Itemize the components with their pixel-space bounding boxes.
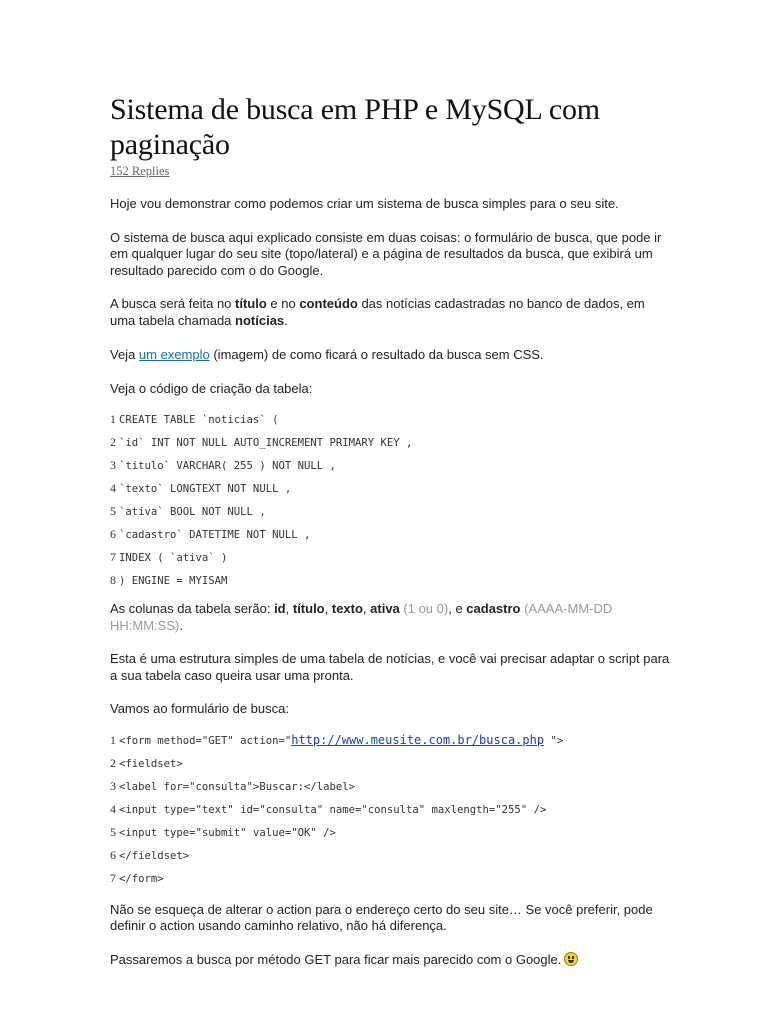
code-text: <form method="GET" action=" bbox=[119, 734, 292, 747]
code-text: `ativa` BOOL NOT NULL , bbox=[119, 506, 266, 518]
form-action-link[interactable]: http://www.meusite.com.br/busca.php bbox=[291, 732, 545, 747]
paragraph-structure: Esta é uma estrutura simples de uma tabela de notícias, e você vai precisar adaptar o script para a sua tabela caso queira usar uma pronta. bbox=[110, 651, 670, 683]
bold-text: título bbox=[235, 296, 267, 311]
bold-text: conteúdo bbox=[299, 296, 358, 311]
code-line bbox=[110, 844, 670, 867]
line-number: 4 bbox=[110, 801, 116, 816]
text: , bbox=[324, 601, 332, 616]
line-number: 6 bbox=[110, 847, 116, 862]
code-line bbox=[110, 523, 670, 546]
bold-text: ativa bbox=[370, 601, 400, 616]
line-number: 6 bbox=[110, 527, 116, 541]
code-text: <input type="text" id="consulta" name="consulta" maxlength="255" /> bbox=[119, 803, 547, 816]
text: . bbox=[284, 312, 288, 328]
code-line bbox=[110, 821, 670, 844]
muted-text: (1 ou 0) bbox=[399, 601, 449, 616]
bold-text: texto bbox=[331, 601, 363, 616]
text: , bbox=[285, 601, 293, 616]
line-number: 5 bbox=[110, 504, 116, 518]
smiley-icon bbox=[564, 952, 578, 966]
text: , e bbox=[448, 601, 467, 616]
code-line bbox=[110, 798, 670, 821]
table-code-block bbox=[110, 408, 670, 592]
paragraph-get-method bbox=[110, 952, 670, 969]
text: das notícias cadastradas no banco de dados, em uma tabela chamada bbox=[110, 296, 645, 328]
paragraph-system: O sistema de busca aqui explicado consiste em duas coisas: o formulário de busca, que pode ir em qualquer lugar do seu site (topo/lateral) e a página de resultados da busca, que exibirá um resultado parecido com o do Google. bbox=[110, 229, 662, 278]
code-text: "> bbox=[544, 734, 564, 747]
article-title: Sistema de busca em PHP e MySQL com paginação bbox=[110, 93, 600, 161]
code-line bbox=[110, 500, 670, 523]
code-text: `id` INT NOT NULL AUTO_INCREMENT PRIMARY KEY , bbox=[119, 437, 413, 449]
code-text: INDEX ( `ativa` ) bbox=[119, 552, 228, 564]
line-number: 1 bbox=[110, 412, 116, 426]
article bbox=[110, 92, 670, 968]
bold-text: cadastro bbox=[466, 601, 521, 616]
line-number: 8 bbox=[110, 573, 116, 587]
line-number: 1 bbox=[110, 732, 116, 747]
example-link[interactable]: um exemplo bbox=[138, 347, 210, 362]
paragraph-search-fields bbox=[110, 296, 670, 329]
paragraph-form-intro: Vamos ao formulário de busca: bbox=[110, 701, 289, 716]
code-line bbox=[110, 867, 670, 890]
code-line bbox=[110, 752, 670, 775]
code-line bbox=[110, 477, 670, 500]
text: A busca será feita no bbox=[110, 296, 236, 311]
code-text: </fieldset> bbox=[119, 849, 190, 862]
replies-link[interactable]: 152 Replies bbox=[110, 164, 170, 178]
muted-text: (AAAA-MM-DD HH:MM:SS) bbox=[110, 601, 613, 633]
code-line bbox=[110, 546, 670, 569]
form-code-lines bbox=[110, 752, 670, 890]
line-number: 2 bbox=[110, 755, 116, 770]
code-text: </form> bbox=[119, 872, 164, 885]
bold-text: título bbox=[292, 601, 325, 616]
code-line bbox=[110, 569, 670, 592]
code-text: `cadastro` DATETIME NOT NULL , bbox=[119, 529, 311, 541]
paragraph-example bbox=[110, 347, 670, 364]
bold-text: id bbox=[274, 601, 286, 616]
code-line bbox=[110, 454, 670, 477]
bold-text: notícias bbox=[235, 312, 285, 328]
code-text: <label for="consulta">Buscar:</label> bbox=[119, 780, 355, 793]
code-text: <fieldset> bbox=[119, 757, 183, 770]
line-number: 2 bbox=[110, 435, 116, 449]
paragraph-columns bbox=[110, 601, 670, 634]
text: e no bbox=[266, 296, 300, 311]
line-number: 7 bbox=[110, 870, 116, 885]
code-line bbox=[110, 408, 670, 431]
code-text: ) ENGINE = MYISAM bbox=[119, 575, 228, 587]
paragraph-intro: Hoje vou demonstrar como podemos criar um sistema de busca simples para o seu site. bbox=[110, 196, 619, 211]
paragraph-action-note: Não se esqueça de alterar o action para o endereço certo do seu site… Se você preferir, pode definir o action usando caminho relativo, não há diferença. bbox=[110, 901, 653, 933]
text: As colunas da tabela serão: bbox=[110, 601, 275, 616]
line-number: 4 bbox=[110, 481, 116, 495]
form-code-block bbox=[110, 729, 670, 890]
text: (imagem) de como ficará o resultado da busca sem CSS. bbox=[209, 347, 544, 362]
text: , bbox=[362, 601, 371, 616]
line-number: 5 bbox=[110, 824, 116, 839]
code-line bbox=[110, 431, 670, 454]
text: Passaremos a busca por método GET para ficar mais parecido com o Google. bbox=[110, 951, 562, 967]
line-number: 7 bbox=[110, 550, 116, 564]
code-text: `titulo` VARCHAR( 255 ) NOT NULL , bbox=[119, 460, 336, 472]
line-number: 3 bbox=[110, 458, 116, 472]
text: . bbox=[179, 617, 183, 633]
code-text: `texto` LONGTEXT NOT NULL , bbox=[119, 483, 292, 495]
paragraph-table-code-intro: Veja o código de criação da tabela: bbox=[110, 380, 313, 396]
code-text: <input type="submit" value="OK" /> bbox=[119, 826, 336, 839]
line-number: 3 bbox=[110, 778, 116, 793]
text: Veja bbox=[110, 347, 139, 362]
code-line bbox=[110, 775, 670, 798]
code-line bbox=[110, 729, 670, 752]
code-text: CREATE TABLE `noticias` ( bbox=[119, 414, 279, 426]
